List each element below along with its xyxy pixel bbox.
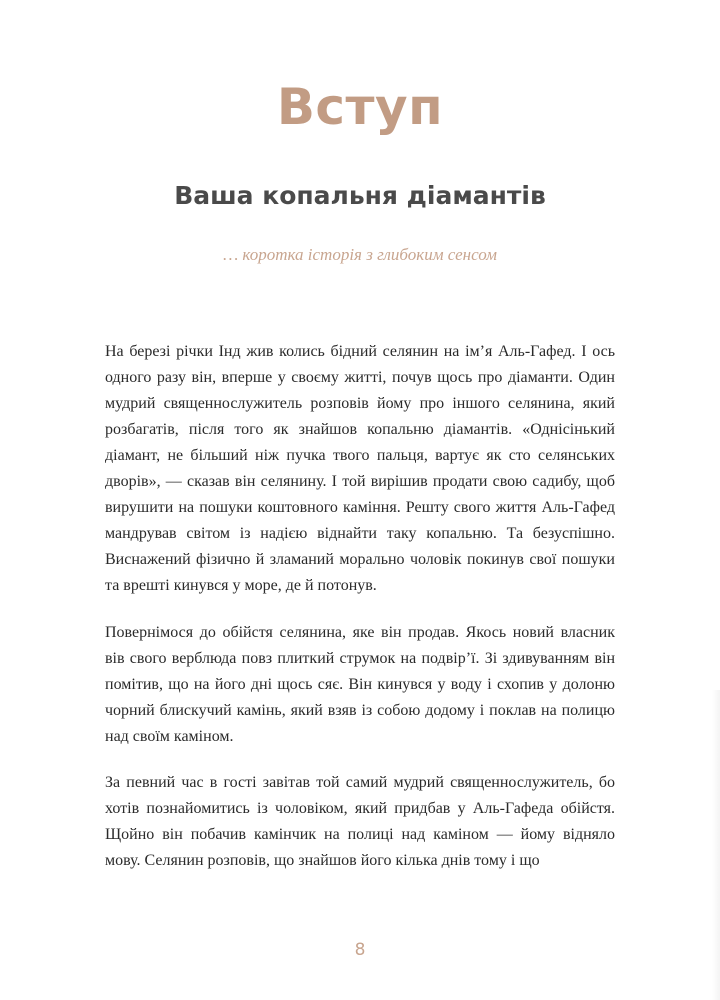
chapter-tagline: … коротка історія з глибоким сенсом: [223, 245, 497, 264]
page-edge-shadow: [712, 690, 720, 1000]
chapter-subtitle: Ваша копальня діамантів: [174, 181, 546, 210]
page-number: 8: [354, 940, 366, 960]
chapter-title: Вступ: [276, 78, 444, 136]
body-paragraph-3: За певний час в гості завітав той самий мудрий священнослужитель, бо хотів познайомитись із чоловіком, який придбав у Аль-Гафеда обійстя. Щойно він побачив камінчик на полиці над каміном — йому відняло мову. Селянин розповів, що знайшов його кілька днів тому і що: [105, 774, 615, 869]
body-paragraph-2: Повернімося до обійстя селянина, яке він продав. Якось новий власник вів свого верблюда повз плиткий струмок на подвір’ї. Зі здивуванням він помітив, що на його дні щось сяє. Він кинувся у воду і схопив у долоню чорний блискучий камінь, який взяв із собою додому і поклав на полицю над своїм каміном.: [105, 624, 615, 745]
body-paragraph-1: На березі річки Інд жив колись бідний селянин на ім’я Аль-Гафед. І ось одного разу він, вперше у своєму житті, почув щось про діаманти. Один мудрий священнослужитель розповів йому про іншого селянина, який розбагатів, після того як знайшов копальню діамантів. «Однісінький діамант, не більший ніж пучка твого пальця, вартує як сто селянських дворів», — сказав він селянину. І той вирішив продати свою садибу, щоб вирушити на пошуки коштовного каміння. Решту свого життя Аль-Гафед мандрував світом із надією віднайти таку копальню. Та безуспішно. Виснажений фізично й зламаний морально чоловік покинув свої пошуки та врешті кинувся у море, де й потонув.: [105, 343, 615, 594]
